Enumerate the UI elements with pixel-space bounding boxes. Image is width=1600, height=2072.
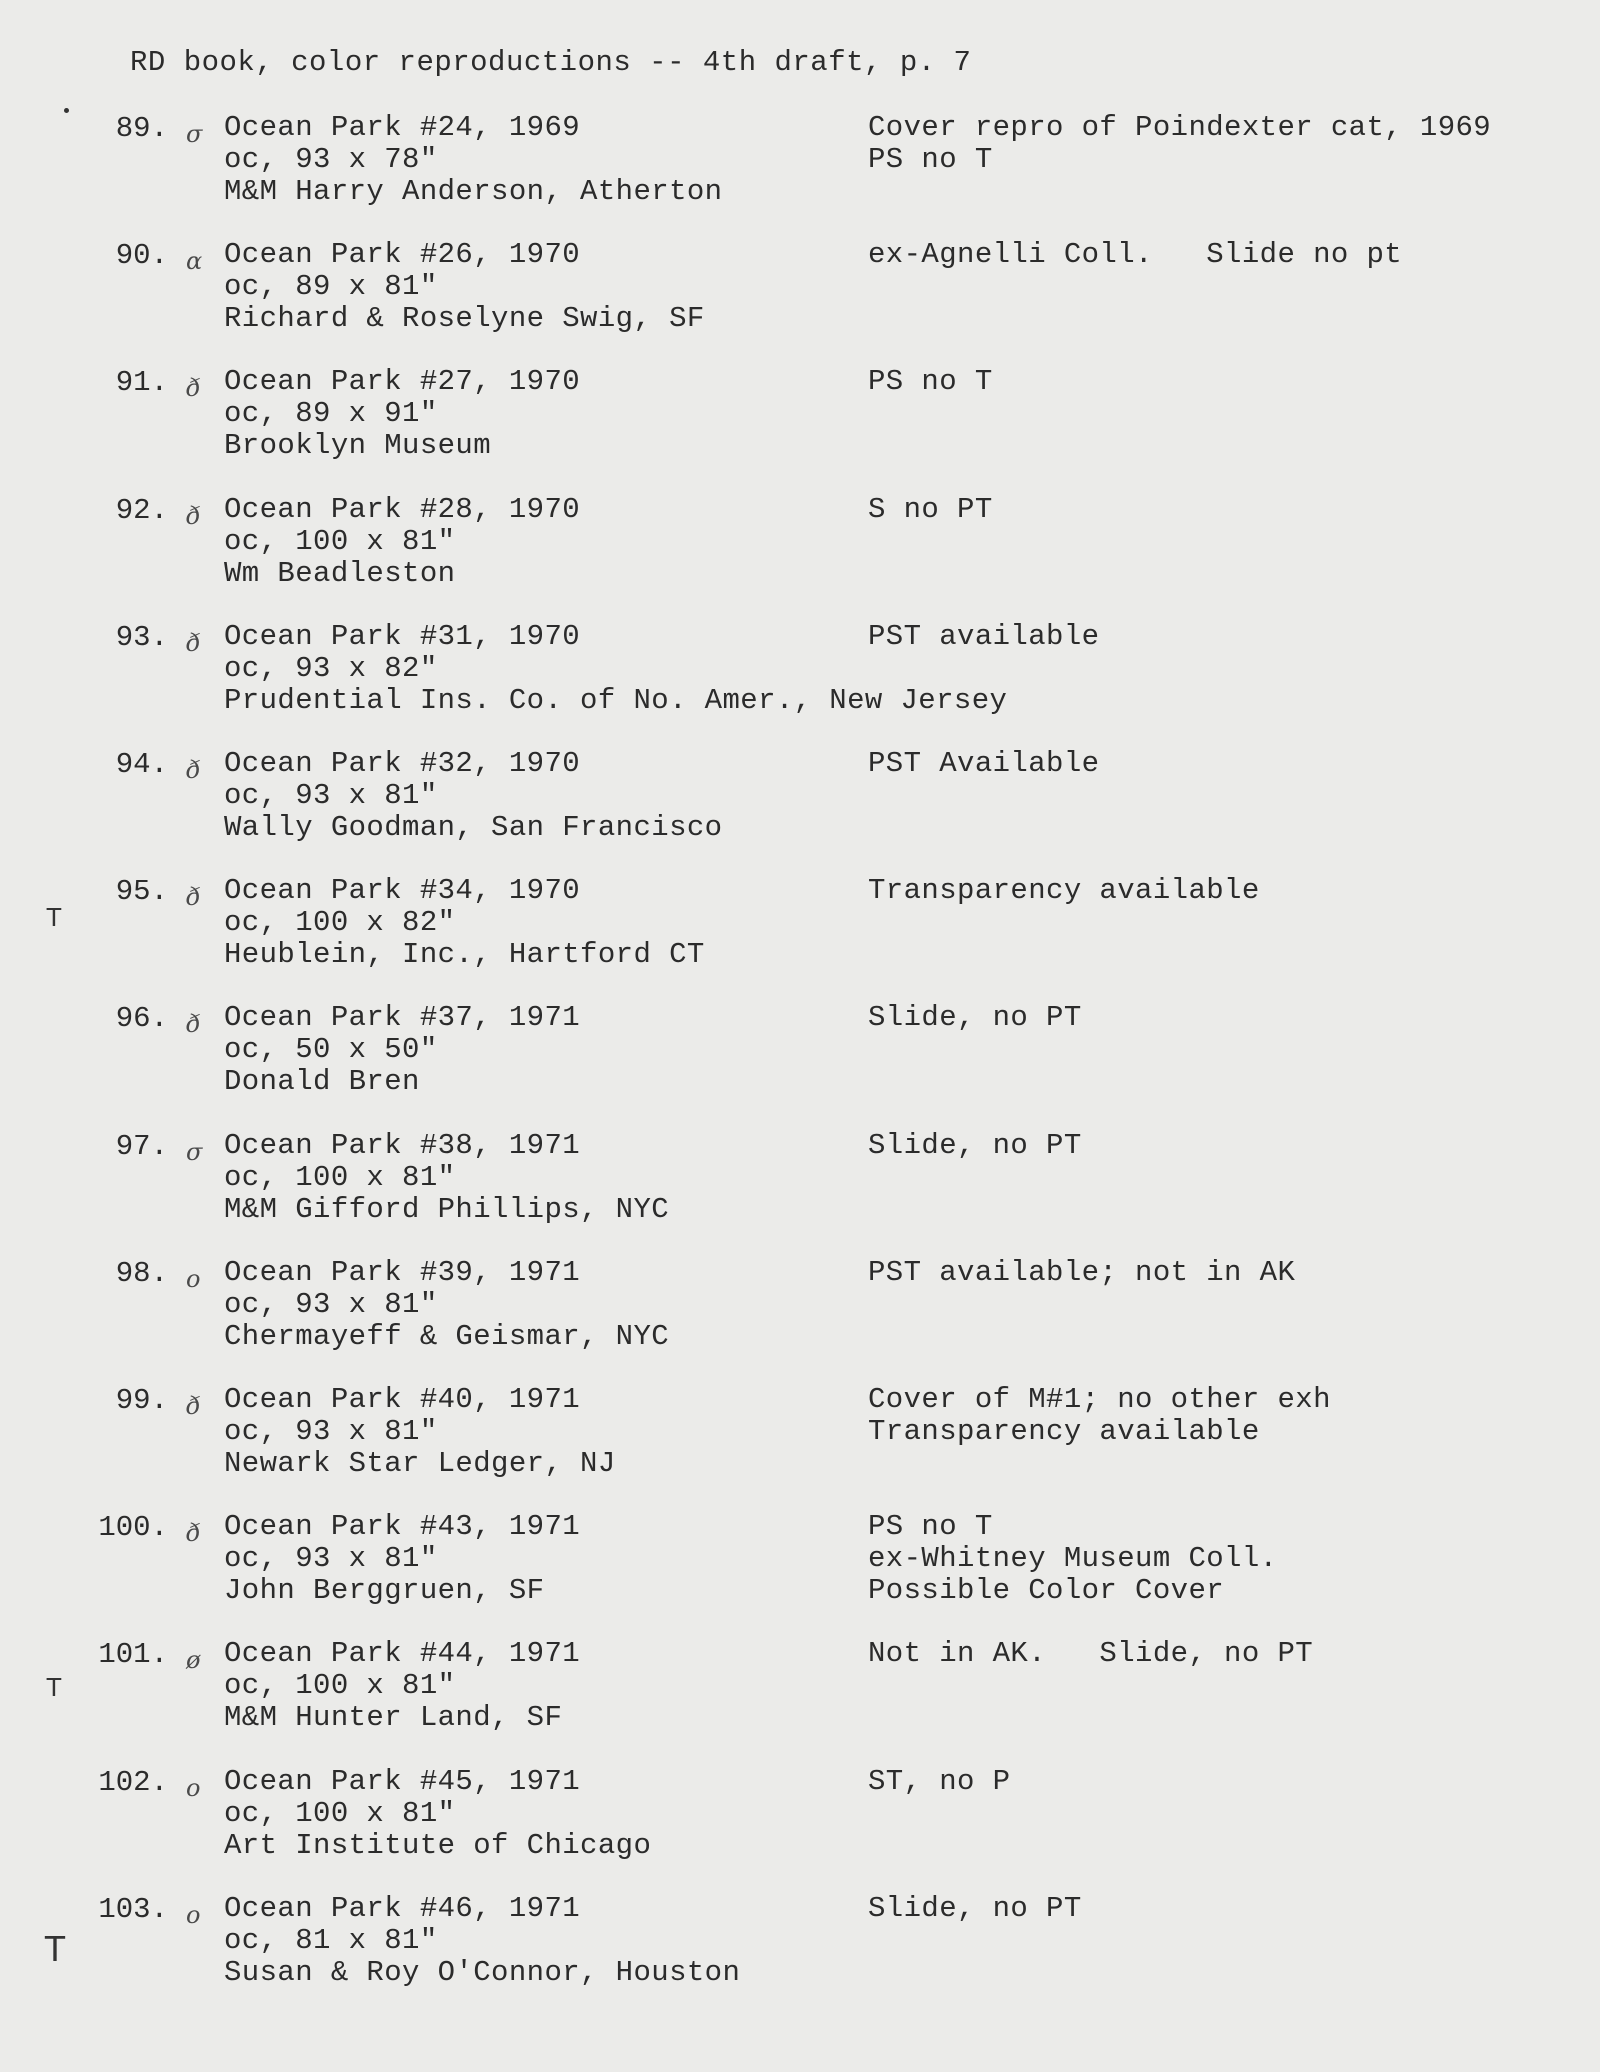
- artwork-owner: Wm Beadleston: [224, 557, 456, 590]
- handwritten-check-mark: σ: [186, 1138, 203, 1166]
- artwork-notes: [868, 366, 993, 398]
- artwork-medium-size: oc, 100 x 82": [224, 906, 456, 939]
- artwork-notes: [868, 621, 1099, 653]
- note-line: PS no T: [868, 143, 993, 176]
- handwritten-check-mark: ð: [186, 1010, 201, 1038]
- handwritten-check-mark: ð: [186, 502, 201, 530]
- artwork-medium-size: oc, 93 x 82": [224, 652, 438, 685]
- note-line: PS no T: [868, 365, 993, 398]
- artwork-notes: [868, 1130, 1082, 1162]
- artwork-notes: [868, 1384, 1331, 1448]
- artwork-owner: Richard & Roselyne Swig, SF: [224, 302, 705, 335]
- note-line: Possible Color Cover: [868, 1574, 1225, 1607]
- note-line: ex-Agnelli Coll. Slide no pt: [868, 238, 1403, 271]
- artwork-title: Ocean Park #28, 1970: [224, 493, 581, 526]
- artwork-owner: Heublein, Inc., Hartford CT: [224, 938, 705, 971]
- artwork-notes: [868, 1893, 1082, 1925]
- entry-number: 95.: [115, 875, 168, 908]
- artwork-owner: Prudential Ins. Co. of No. Amer., New Jersey: [224, 684, 1008, 717]
- artwork-medium-size: oc, 93 x 78": [224, 143, 438, 176]
- handwritten-check-mark: ð: [186, 629, 201, 657]
- artwork-title: Ocean Park #32, 1970: [224, 747, 581, 780]
- artwork-notes: [868, 1511, 1277, 1607]
- artwork-title: Ocean Park #34, 1970: [224, 874, 581, 907]
- artwork-details: [224, 239, 705, 335]
- artwork-title: Ocean Park #44, 1971: [224, 1637, 581, 1670]
- handwritten-check-mark: ø: [186, 1646, 201, 1674]
- entry-item: [0, 1766, 1600, 1886]
- artwork-medium-size: oc, 100 x 81": [224, 1161, 456, 1194]
- artwork-medium-size: oc, 93 x 81": [224, 1542, 438, 1575]
- artwork-owner: M&M Harry Anderson, Atherton: [224, 175, 723, 208]
- artwork-title: Ocean Park #45, 1971: [224, 1765, 581, 1798]
- entry-item: [0, 1257, 1600, 1377]
- artwork-details: [224, 494, 580, 590]
- entry-item: [0, 1384, 1600, 1504]
- note-line: Slide, no PT: [868, 1892, 1082, 1925]
- entry-number: 90.: [115, 239, 168, 272]
- artwork-owner: John Berggruen, SF: [224, 1574, 545, 1607]
- artwork-details: [224, 366, 580, 462]
- handwritten-check-mark: ð: [186, 1519, 201, 1547]
- entry-item: [0, 621, 1600, 741]
- artwork-notes: [868, 494, 993, 526]
- entry-number: 99.: [115, 1384, 168, 1417]
- entry-number: 93.: [115, 621, 168, 654]
- entry-item: [0, 239, 1600, 359]
- note-line: Cover repro of Poindexter cat, 1969: [868, 111, 1492, 144]
- artwork-details: [224, 1766, 651, 1862]
- note-line: PST Available: [868, 747, 1100, 780]
- note-line: PST available: [868, 620, 1100, 653]
- artwork-notes: [868, 1638, 1313, 1670]
- artwork-title: Ocean Park #31, 1970: [224, 620, 581, 653]
- entry-number: 96.: [115, 1002, 168, 1035]
- artwork-notes: [868, 1766, 1010, 1798]
- artwork-details: [224, 1384, 616, 1480]
- artwork-medium-size: oc, 89 x 91": [224, 397, 438, 430]
- artwork-owner: Brooklyn Museum: [224, 429, 492, 462]
- note-line: Cover of M#1; no other exh: [868, 1383, 1331, 1416]
- artwork-medium-size: oc, 50 x 50": [224, 1033, 438, 1066]
- handwritten-check-mark: ð: [186, 883, 201, 911]
- entry-item: [0, 112, 1600, 232]
- entry-item: [0, 1638, 1600, 1758]
- note-line: ST, no P: [868, 1765, 1011, 1798]
- artwork-details: [224, 112, 722, 208]
- artwork-title: Ocean Park #39, 1971: [224, 1256, 581, 1289]
- handwritten-check-mark: ð: [186, 1392, 201, 1420]
- artwork-medium-size: oc, 93 x 81": [224, 1288, 438, 1321]
- artwork-medium-size: oc, 93 x 81": [224, 1415, 438, 1448]
- entry-number: 89.: [115, 112, 168, 145]
- entry-number: 97.: [115, 1130, 168, 1163]
- entry-item: [0, 875, 1600, 995]
- artwork-title: Ocean Park #40, 1971: [224, 1383, 581, 1416]
- artwork-notes: [868, 875, 1260, 907]
- note-line: Slide, no PT: [868, 1129, 1082, 1162]
- artwork-medium-size: oc, 89 x 81": [224, 270, 438, 303]
- handwritten-check-mark: ð: [186, 756, 201, 784]
- artwork-details: [224, 1002, 580, 1098]
- artwork-details: [224, 1257, 669, 1353]
- note-line: PS no T: [868, 1510, 993, 1543]
- entry-number: 91.: [115, 366, 168, 399]
- entry-item: [0, 1130, 1600, 1250]
- entry-number: 100.: [98, 1511, 168, 1544]
- artwork-medium-size: oc, 100 x 81": [224, 1669, 456, 1702]
- entry-number: 92.: [115, 494, 168, 527]
- entry-item: [0, 748, 1600, 868]
- artwork-owner: Chermayeff & Geismar, NYC: [224, 1320, 670, 1353]
- artwork-details: [224, 748, 722, 844]
- handwritten-check-mark: ο: [186, 1265, 201, 1293]
- note-line: Not in AK. Slide, no PT: [868, 1637, 1314, 1670]
- artwork-medium-size: oc, 81 x 81": [224, 1924, 438, 1957]
- artwork-details: [224, 1893, 740, 1989]
- artwork-owner: Newark Star Ledger, NJ: [224, 1447, 616, 1480]
- handwritten-check-mark: α: [186, 247, 203, 275]
- entry-number: 102.: [98, 1766, 168, 1799]
- note-line: Slide, no PT: [868, 1001, 1082, 1034]
- artwork-details: [224, 1511, 580, 1607]
- page-header: RD book, color reproductions -- 4th draft, p. 7: [130, 46, 972, 79]
- artwork-owner: Wally Goodman, San Francisco: [224, 811, 723, 844]
- entry-number: 103.: [98, 1893, 168, 1926]
- artwork-title: Ocean Park #43, 1971: [224, 1510, 581, 1543]
- artwork-medium-size: oc, 100 x 81": [224, 1797, 456, 1830]
- entry-number: 98.: [115, 1257, 168, 1290]
- artwork-details: [224, 1130, 669, 1226]
- entry-item: [0, 494, 1600, 614]
- artwork-title: Ocean Park #24, 1969: [224, 111, 581, 144]
- artwork-title: Ocean Park #38, 1971: [224, 1129, 581, 1162]
- artwork-details: [224, 1638, 580, 1734]
- handwritten-check-mark: ο: [186, 1774, 201, 1802]
- entry-item: [0, 1002, 1600, 1122]
- artwork-owner: M&M Hunter Land, SF: [224, 1701, 563, 1734]
- artwork-owner: Art Institute of Chicago: [224, 1829, 652, 1862]
- artwork-owner: Susan & Roy O'Connor, Houston: [224, 1956, 741, 1989]
- handwritten-check-mark: ο: [186, 1901, 201, 1929]
- artwork-title: Ocean Park #26, 1970: [224, 238, 581, 271]
- entry-number: 101.: [98, 1638, 168, 1671]
- artwork-owner: M&M Gifford Phillips, NYC: [224, 1193, 670, 1226]
- entry-item: [0, 366, 1600, 486]
- artwork-title: Ocean Park #46, 1971: [224, 1892, 581, 1925]
- artwork-details: [224, 875, 705, 971]
- artwork-title: Ocean Park #27, 1970: [224, 365, 581, 398]
- artwork-notes: [868, 1002, 1082, 1034]
- note-line: S no PT: [868, 493, 993, 526]
- note-line: Transparency available: [868, 1415, 1260, 1448]
- entry-item: [0, 1893, 1600, 2013]
- artwork-medium-size: oc, 93 x 81": [224, 779, 438, 812]
- handwritten-check-mark: ð: [186, 374, 201, 402]
- note-line: PST available; not in AK: [868, 1256, 1296, 1289]
- artwork-notes: [868, 112, 1491, 176]
- artwork-notes: [868, 748, 1099, 780]
- artwork-notes: [868, 1257, 1295, 1289]
- artwork-title: Ocean Park #37, 1971: [224, 1001, 581, 1034]
- margin-mark: T: [46, 902, 62, 932]
- artwork-owner: Donald Bren: [224, 1065, 420, 1098]
- note-line: ex-Whitney Museum Coll.: [868, 1542, 1278, 1575]
- margin-mark: T: [44, 1928, 66, 1969]
- margin-mark: T: [46, 1672, 62, 1702]
- note-line: Transparency available: [868, 874, 1260, 907]
- entry-item: [0, 1511, 1600, 1631]
- artwork-notes: [868, 239, 1402, 271]
- artwork-medium-size: oc, 100 x 81": [224, 525, 456, 558]
- entry-number: 94.: [115, 748, 168, 781]
- handwritten-check-mark: σ: [186, 120, 203, 148]
